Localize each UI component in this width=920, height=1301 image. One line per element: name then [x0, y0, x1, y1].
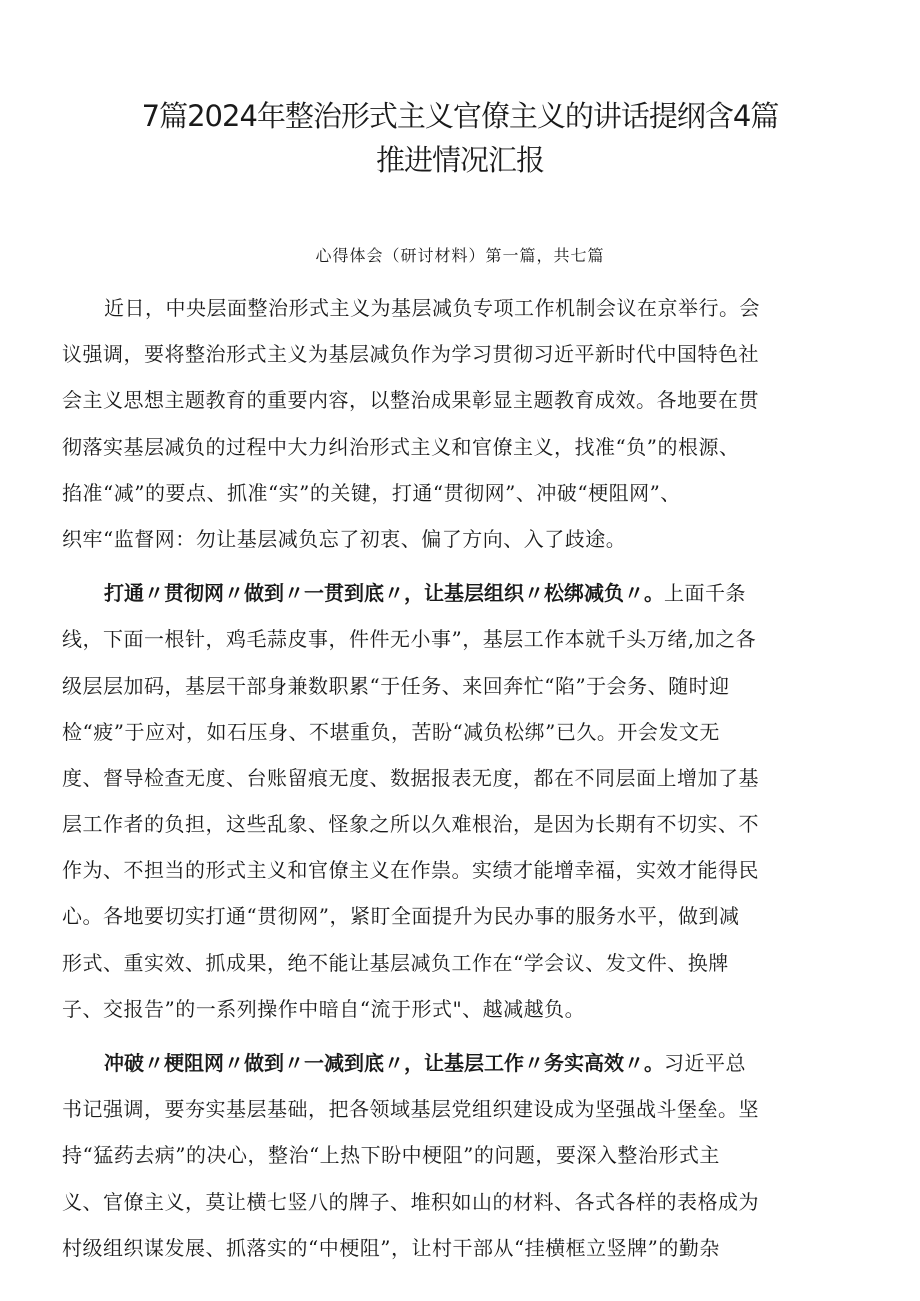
paragraph-line: 层工作者的负担，这些乱象、怪象之所以久难根治，是因为长期有不切实、不 [62, 812, 759, 837]
paragraph-line: 书记强调，要夯实基层基础，把各领域基层党组织建设成为坚强战斗堡垒。坚 [62, 1097, 759, 1122]
paragraph-3 [62, 1040, 862, 1271]
title-line-1: 7篇2024年整治形式主义官僚主义的讲话提纲含4篇 [141, 99, 779, 133]
paragraph-line: 检“疲”于应对，如石压身、不堪重负，苦盼“减负松绑”已久。开会发文无 [62, 719, 720, 744]
paragraph-line: 会主义思想主题教育的重要内容，以整治成果彰显主题教育成效。各地要在贯 [62, 388, 759, 413]
paragraph-2 [62, 570, 862, 1032]
paragraph-line: 彻落实基层减负的过程中大力纠治形式主义和官僚主义，找准“负”的根源、 [62, 434, 740, 459]
paragraph-line: 织牢“监督网：勿让基层减负忘了初衷、偏了方向、入了歧途。 [62, 526, 627, 551]
paragraph-line: 议强调，要将整治形式主义为基层减负作为学习贯彻习近平新时代中国特色社 [62, 342, 759, 367]
paragraph-line: 子、交报告”的一系列操作中暗自“流于形式"、越减越负。 [62, 996, 586, 1021]
document-body [62, 285, 862, 1271]
paragraph-first-line [62, 570, 862, 616]
paragraph-line: 度、督导检查无度、台账留痕无度、数据报表无度，都在不同层面上增加了基 [62, 765, 759, 790]
paragraph-line: 持“猛药去病”的决心，整治“上热下盼中梗阻”的问题，要深入整治形式主 [62, 1143, 720, 1168]
document-title [80, 94, 840, 182]
paragraph-line: 村级组织谋发展、抓落实的“中梗阻”，让村干部从“挂横框立竖牌”的勤杂 [62, 1235, 720, 1260]
document-subtitle: 心得体会（研讨材料）第一篇，共七篇 [315, 246, 605, 265]
paragraph-heading: 冲破〃梗阻网〃做到〃一减到底〃，让基层工作〃务实高效〃。 [104, 1051, 664, 1075]
paragraph-first-line [62, 1040, 862, 1086]
paragraph-text: 上面千条 [664, 581, 746, 606]
paragraph-line: 线，下面一根针，鸡毛蒜皮事，件件无小事”，基层工作本就千头万绪,加之各 [62, 627, 757, 652]
paragraph-text: 习近平总 [664, 1051, 746, 1075]
paragraph-line: 心。各地要切实打通“贯彻网”，紧盯全面提升为民办事的服务水平，做到减 [62, 904, 740, 929]
paragraph-line: 级层层加码，基层干部身兼数职累“于任务、来回奔忙“陷”于会务、随时迎 [62, 673, 730, 698]
paragraph-line: 作为、不担当的形式主义和官僚主义在作祟。实绩才能增幸福，实效才能得民 [62, 858, 759, 883]
paragraph-1 [62, 285, 862, 562]
paragraph-line: 义、官僚主义，莫让横七竖八的牌子、堆积如山的材料、各式各样的表格成为 [62, 1189, 759, 1214]
paragraph-line: 近日，中央层面整治形式主义为基层减负专项工作机制会议在京举行。会 [104, 296, 760, 320]
paragraph-heading: 打通〃贯彻网〃做到〃一贯到底〃，让基层组织〃松绑减负〃。 [104, 581, 664, 606]
paragraph-line: 形式、重实效、抓成果，绝不能让基层减负工作在“学会议、发文件、换牌 [62, 950, 729, 975]
title-line-2: 推进情况汇报 [375, 143, 544, 177]
paragraph-line: 掐准“减”的要点、抓准“实”的关键，打通“贯彻网”、冲破“梗阻网”、 [62, 480, 681, 505]
